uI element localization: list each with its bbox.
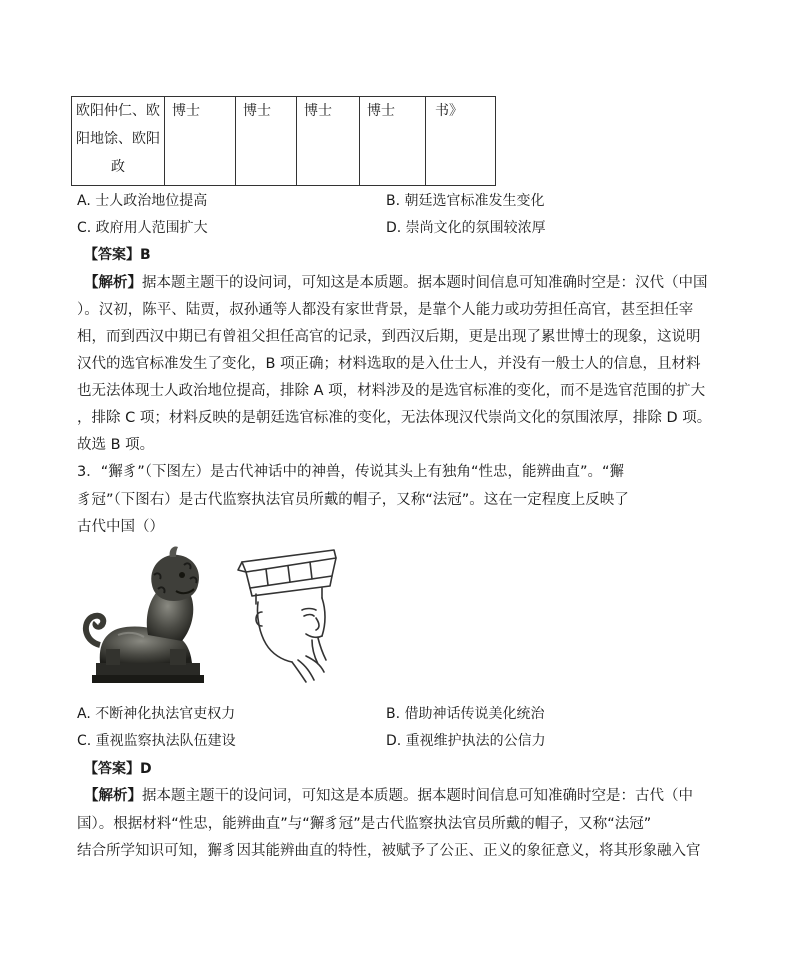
table-cell [426, 97, 496, 186]
q2-option-a: A. 士人政治地位提高 [77, 193, 208, 209]
q3-analysis-line: 国）。根据材料“性忠，能辨曲直”与“獬豸冠”是古代监察执法官员所戴的帽子，又称“法冠” [77, 816, 652, 832]
q3-option-c: C. 重视监察执法队伍建设 [77, 733, 236, 749]
q3-stem-line: 3．“獬豸”（下图左）是古代神话中的神兽，传说其头上有独角“性忠，能辨曲直”。“獬 [77, 464, 625, 480]
q3-answer [84, 759, 152, 779]
answer-value: B [140, 247, 151, 263]
data-table [71, 96, 496, 186]
cell-text: 博士 [172, 103, 200, 119]
q2-analysis-line: 相，而到西汉中期已有曾祖父担任高官的记录，到西汉后期，更是出现了累世博士的现象，这说明 [77, 329, 701, 345]
table-cell [297, 97, 360, 186]
q2-answer [84, 245, 151, 265]
q3-analysis-line: 结合所学知识可知，獬豸因其能辨曲直的特性，被赋予了公正、正义的象征意义，将其形象融入官 [77, 843, 701, 859]
q2-analysis-line-1 [84, 273, 708, 293]
q3-option-a: A. 不断神化执法官吏权力 [77, 706, 236, 722]
q2-analysis-line: 故选 B 项。 [77, 437, 155, 453]
name-line: 政 [111, 159, 125, 175]
answer-value: D [140, 761, 152, 777]
q2-analysis-line: ）。汉初，陈平、陆贾，叔孙通等人都没有家世背景，是靠个人能力或功劳担任高官，甚至担任宰 [77, 302, 694, 318]
xiezhi-statue-photo [78, 545, 206, 685]
q2-option-c: C. 政府用人范围扩大 [77, 220, 208, 236]
analysis-text: 据本题主题干的设问词，可知这是本质题。据本题时间信息可知准确时空是：汉代（中国 [142, 275, 708, 291]
table-row [72, 97, 496, 186]
cell-text: 博士 [304, 103, 332, 119]
q3-option-d: D. 重视维护执法的公信力 [386, 733, 546, 749]
q2-option-b: B. 朝廷选官标准发生变化 [386, 193, 545, 209]
q2-analysis-line: 也无法体现士人政治地位提高，排除 A 项，材料涉及的是选官标准的变化，而不是选官范围的扩大 [77, 383, 706, 399]
name-line: 阳地馀、欧阳 [76, 131, 160, 147]
table-cell [165, 97, 236, 186]
q3-option-b: B. 借助神话传说美化统治 [386, 706, 545, 722]
q2-analysis-line: ，排除 C 项；材料反映的是朝廷选官标准的变化，无法体现汉代崇尚文化的氛围浓厚，排除 D 项。 [77, 410, 712, 426]
analysis-tag: 【解析】 [84, 275, 142, 291]
cell-text: 博士 [367, 103, 395, 119]
table-cell-names [72, 97, 165, 186]
q3-analysis-line-1 [84, 786, 693, 806]
name-line: 欧阳仲仁、欧 [76, 103, 160, 119]
cell-text: 书》 [435, 103, 463, 119]
q2-analysis-line: 汉代的选官标准发生了变化，B 项正确；材料选取的是入仕士人，并没有一般士人的信息，且材料 [77, 356, 701, 372]
answer-tag: 【答案】 [84, 761, 140, 777]
analysis-tag: 【解析】 [84, 788, 142, 804]
q3-stem-line: 古代中国（） [77, 519, 164, 535]
answer-tag: 【答案】 [84, 247, 140, 263]
analysis-text: 据本题主题干的设问词，可知这是本质题。据本题时间信息可知准确时空是：古代（中 [142, 788, 693, 804]
official-crown-drawing [236, 548, 340, 684]
cell-text: 博士 [243, 103, 271, 119]
q3-stem-line: 豸冠”（下图右）是古代监察执法官员所戴的帽子，又称“法冠”。这在一定程度上反映了 [77, 492, 629, 508]
table-cell [360, 97, 426, 186]
q2-option-d: D. 崇尚文化的氛围较浓厚 [386, 220, 546, 236]
table-cell [236, 97, 297, 186]
